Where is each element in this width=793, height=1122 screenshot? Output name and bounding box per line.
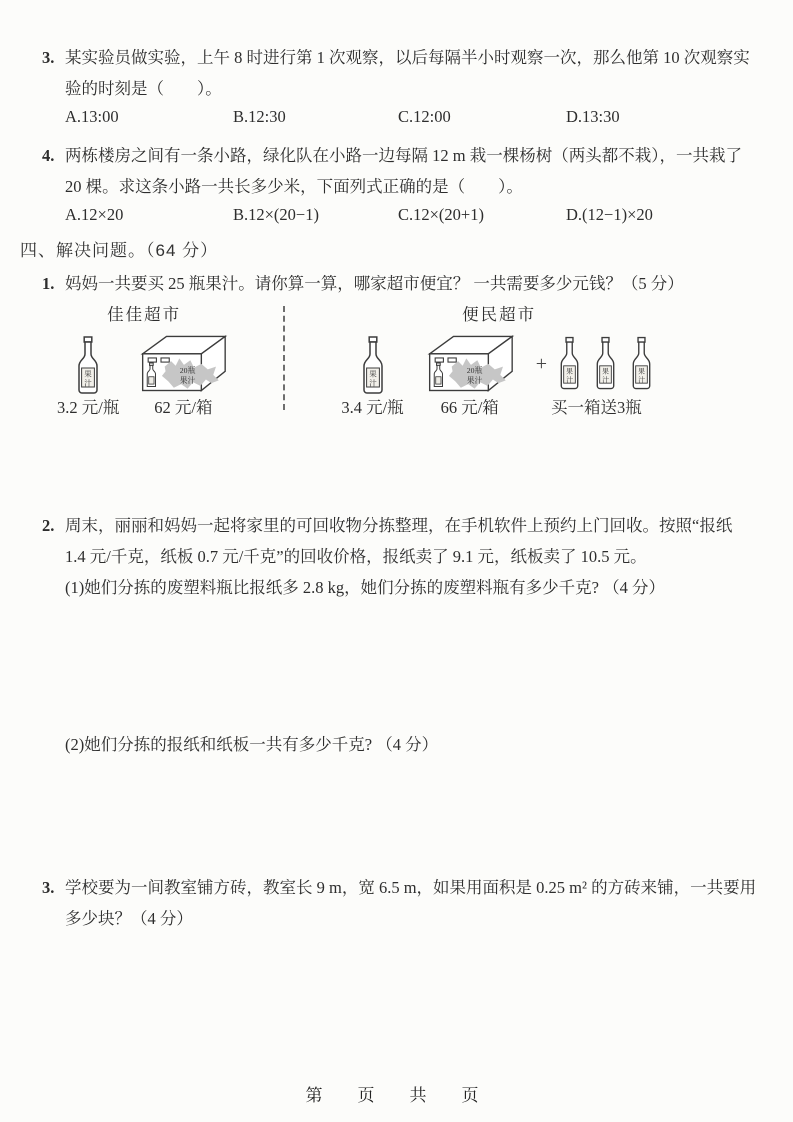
- problem-2-subquestion-1: (1)她们分拣的废塑料瓶比报纸多 2.8 kg，她们分拣的废塑料瓶有多少千克? （4 分）: [65, 578, 665, 597]
- shop-bianmin-name: 便民超市: [462, 305, 537, 324]
- jiajia-bottle-price: 3.2 元/瓶: [57, 398, 120, 417]
- bottle-label-char: 果: [602, 368, 609, 376]
- question-4-text-line2: 20 棵。求这条小路一共长多少米，下面列式正确的是（ ）。: [65, 177, 523, 196]
- question-4-option-a: A.12×20: [65, 205, 124, 224]
- juice-bottle-icon: [590, 336, 621, 392]
- supermarket-illustration: [57, 304, 765, 422]
- bottle-label-char: 果: [566, 368, 573, 376]
- dashed-divider: [283, 306, 285, 410]
- question-4-text-line1: 两栋楼房之间有一条小路，绿化队在小路一边每隔 12 m 栽一棵杨树（两头都不栽），一共栽了: [65, 146, 742, 165]
- problem-2-text-line2: 1.4 元/千克，纸板 0.7 元/千克”的回收价格，报纸卖了 9.1 元，纸板卖了 10.5 元。: [65, 547, 647, 566]
- question-3-option-a: A.13:00: [65, 107, 119, 126]
- problem-1-number: 1.: [42, 274, 55, 293]
- problem-1: [0, 268, 793, 422]
- problem-2: [0, 510, 793, 760]
- promo-bottles-row: [536, 332, 657, 396]
- juice-bottle-icon: [554, 336, 585, 392]
- jiajia-box-price: 62 元/箱: [154, 398, 213, 417]
- problem-3-number: 3.: [42, 878, 55, 897]
- box-label-line2: 果汁: [466, 376, 483, 386]
- plus-sign: +: [535, 353, 547, 375]
- section-heading: 四、解决问题。（64 分）: [20, 241, 219, 260]
- question-3-text-line1: 某实验员做实验，上午 8 时进行第 1 次观察，以后每隔半小时观察一次，那么他第 10 次观察实: [65, 48, 750, 67]
- bianmin-box-price: 66 元/箱: [440, 398, 499, 417]
- shop-jiajia-items: [57, 330, 231, 420]
- question-3: [0, 42, 793, 130]
- shop-bianmin: [341, 304, 657, 420]
- question-4-options: [65, 202, 765, 228]
- bianmin-bottle-price: 3.4 元/瓶: [341, 398, 404, 417]
- question-4-option-c: C.12×(20+1): [398, 205, 484, 224]
- bianmin-box-item: [422, 330, 518, 420]
- problem-3-text-line2: 多少块？（4 分）: [65, 909, 193, 928]
- juice-bottle-icon: [356, 336, 390, 396]
- question-4-option-b: B.12×(20−1): [233, 205, 319, 224]
- problem-3: [0, 872, 793, 934]
- box-label-line2: 果汁: [180, 376, 196, 386]
- shop-jiajia-name: 佳佳超市: [107, 305, 182, 324]
- bottle-label-char: 汁: [566, 376, 573, 384]
- juice-bottle-icon: [626, 336, 657, 392]
- bottle-label-char: 汁: [368, 378, 377, 388]
- bottle-label-char: 汁: [84, 378, 92, 388]
- question-3-text-line2: 验的时刻是（ ）。: [65, 79, 222, 98]
- juice-box-icon: [135, 330, 231, 396]
- juice-bottle-icon: [71, 336, 105, 396]
- bianmin-promo-item: [536, 332, 657, 420]
- box-label-line1: 20瓶: [466, 366, 483, 376]
- problem-2-text-line1: 周末，丽丽和妈妈一起将家里的可回收物分拣整理，在手机软件上预约上门回收。按照“报纸: [65, 516, 733, 535]
- bianmin-promo-text: 买一箱送3瓶: [550, 398, 642, 417]
- question-3-options: [65, 104, 765, 130]
- bottle-label-char: 果: [84, 369, 92, 379]
- question-4: [0, 140, 793, 228]
- question-3-option-d: D.13:30: [566, 107, 620, 126]
- question-4-number: 4.: [42, 146, 55, 165]
- problem-2-number: 2.: [42, 516, 55, 535]
- question-3-option-b: B.12:30: [233, 107, 286, 126]
- bianmin-bottle-item: [341, 336, 403, 420]
- bottle-label-char: 汁: [638, 376, 645, 384]
- jiajia-box-item: [135, 330, 231, 420]
- question-3-number: 3.: [42, 48, 55, 67]
- shop-bianmin-items: [341, 330, 657, 420]
- question-4-option-d: D.(12−1)×20: [566, 205, 653, 224]
- shop-jiajia: [57, 304, 231, 420]
- box-label-line1: 20瓶: [180, 366, 196, 376]
- bottle-label-char: 果: [368, 369, 377, 379]
- bottle-label-char: 果: [638, 368, 645, 376]
- juice-box-icon: [422, 330, 518, 396]
- bottle-label-char: 汁: [602, 376, 609, 384]
- problem-1-text: 妈妈一共要买 25 瓶果汁。请你算一算，哪家超市便宜？ 一共需要多少元钱？（5 分）: [65, 274, 684, 293]
- problem-3-text-line1: 学校要为一间教室铺方砖，教室长 9 m，宽 6.5 m，如果用面积是 0.25 m² 的方砖来铺，一共要用: [65, 878, 757, 897]
- page-footer: 第 页 共 页: [305, 1086, 488, 1105]
- jiajia-bottle-item: [57, 336, 119, 420]
- problem-2-subquestion-2: (2)她们分拣的报纸和纸板一共有多少千克? （4 分）: [65, 735, 439, 754]
- question-3-option-c: C.12:00: [398, 107, 451, 126]
